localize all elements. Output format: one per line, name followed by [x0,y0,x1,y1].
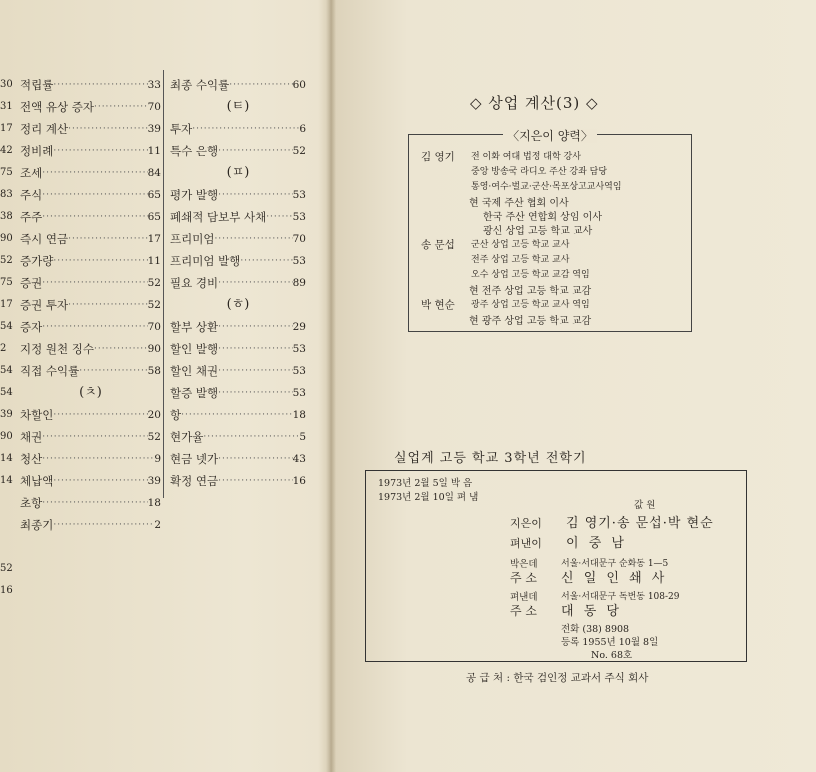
index-leader-dots [229,74,292,96]
author-name: 송 문섭 [421,239,455,251]
margin-number: 17 [0,299,13,310]
index-entry [170,404,306,426]
index-page-number: 43 [292,453,306,465]
margin-number: 17 [0,123,13,134]
index-page-number: 18 [147,497,161,509]
index-leader-dots [240,250,292,272]
index-leader-dots [42,426,147,448]
index-page-number: 2 [154,519,161,531]
publishing-house-address: 서울·서대문구 독번동 108-29 [561,592,680,602]
index-leader-dots [42,492,147,514]
index-entry [20,118,161,140]
publisher-label: 펴낸이 [510,537,542,550]
index-leader-dots [53,140,147,162]
index-leader-dots [79,360,147,382]
index-page-number: 84 [147,167,161,179]
index-leader-dots [218,338,293,360]
index-term: 즉시 연금 [20,232,69,246]
printer-label: 박은데 [510,559,538,570]
index-leader-dots [42,316,147,338]
index-page-number: 58 [147,365,161,377]
index-leader-dots [53,514,154,536]
index-entry [170,316,306,338]
publishing-house-label: 펴낸데 [510,592,538,603]
index-page-number: 52 [292,145,306,157]
index-leader-dots [266,206,292,228]
index-leader-dots [181,404,293,426]
index-page-number: 9 [154,453,161,465]
margin-number: 54 [0,387,13,398]
index-term: 할인 채권 [170,364,219,378]
index-leader-dots [42,162,147,184]
index-leader-dots [218,382,293,404]
index-leader-dots [53,74,147,96]
index-leader-dots [53,404,147,426]
index-leader-dots [218,316,293,338]
index-section-header: (ㅌ) [226,99,250,114]
index-entry [20,74,161,96]
margin-number: 54 [0,321,13,332]
index-page-number: 53 [292,343,306,355]
index-page-number: 11 [147,145,161,157]
author-label: 지은이 [510,517,542,530]
index-page-number: 65 [147,211,161,223]
index-entry [170,118,306,140]
index-entry [170,448,306,470]
index-term: 증가량 [20,254,54,268]
index-entry [170,470,306,492]
column-divider [163,70,164,498]
margin-number: 38 [0,211,13,222]
index-leader-dots [218,360,293,382]
index-term: 초항 [20,496,43,510]
index-term: 최종기 [20,518,54,532]
index-section-header: (ㅊ) [79,385,102,400]
author-career-line: 전주 상업 고등 학교 교사 [471,255,570,265]
authors-header: 〈지은이 양력〉 [503,129,597,143]
index-leader-dots [94,338,148,360]
index-entry [170,382,306,404]
index-page-number: 52 [147,277,161,289]
index-entry [20,206,161,228]
index-page-number: 20 [147,409,161,421]
book-gutter [326,0,336,772]
index-entry [170,426,306,448]
index-entry [170,206,306,228]
registration-number: No. 68호 [591,650,633,661]
index-leader-dots [53,470,147,492]
author-career-line: 전 이화 여대 법정 대학 강사 [471,152,581,162]
index-column-2 [170,74,306,492]
margin-number: 54 [0,365,13,376]
index-page-number: 11 [147,255,161,267]
margin-number: 90 [0,431,13,442]
index-page-number: 29 [292,321,306,333]
index-entry [20,404,161,426]
index-entry [170,184,306,206]
margin-number: 52 [0,563,13,574]
index-leader-dots [68,118,148,140]
index-leader-dots [218,272,293,294]
index-term: 정비례 [20,144,54,158]
index-term: 청산 [20,452,43,466]
index-leader-dots [94,96,148,118]
index-leader-dots [218,184,293,206]
index-page-number: 6 [299,123,306,135]
margin-number [0,536,16,558]
margin-number: 42 [0,145,13,156]
margin-number: 83 [0,189,13,200]
index-entry [20,514,161,536]
index-page-number: 18 [292,409,306,421]
index-term: 최종 수익률 [170,78,230,92]
index-term: 항 [170,408,182,422]
author-career-line: 광주 상업 고등 학교 교사 역임 [471,300,590,310]
index-entry [20,228,161,250]
printer-address: 서울·서대문구 순화동 1—5 [561,559,669,569]
index-entry [170,338,306,360]
index-leader-dots [42,184,147,206]
index-entry [20,448,161,470]
author-career-line: 현 국제 주산 협회 이사 [469,198,569,209]
index-leader-dots [42,206,147,228]
index-leader-dots [68,228,148,250]
course-line: 실업계 고등 학교 3학년 전학기 [394,451,587,466]
price: 값 원 [634,500,656,511]
index-term: 현가율 [170,430,204,444]
index-entry [20,96,161,118]
authors-box [408,129,692,332]
margin-number: 2 [0,343,7,354]
index-entry [170,140,306,162]
index-page-number: 52 [147,299,161,311]
index-page-number: 70 [292,233,306,245]
index-term: 채권 [20,430,43,444]
printer-label-2: 주 소 [510,571,537,585]
margin-number: 75 [0,277,13,288]
index-term: 주식 [20,188,43,202]
index-leader-dots [192,118,299,140]
margin-number: 14 [0,453,13,464]
index-term: 프리미엄 [170,232,215,246]
author-career-line: 현 광주 상업 고등 학교 교감 [469,316,592,327]
author-name: 박 현순 [421,299,455,311]
index-entry [170,272,306,294]
index-leader-dots [42,448,154,470]
index-term: 조세 [20,166,43,180]
index-page-number: 70 [147,101,161,113]
index-term: 증권 [20,276,43,290]
index-entry [170,360,306,382]
index-entry [20,162,161,184]
index-page-number: 53 [292,365,306,377]
margin-number: 14 [0,475,13,486]
author-name: 김 영기 [421,151,455,163]
index-term: 전액 유상 증자 [20,100,94,114]
index-entry [20,272,161,294]
index-leader-dots [203,426,299,448]
author-career-line: 광신 상업 고등 학교 교사 [483,226,593,237]
margin-number: 39 [0,409,13,420]
publish-date: 1973년 2월 10일 펴 냄 [378,492,479,503]
index-page-number: 89 [292,277,306,289]
margin-number: 30 [0,79,13,90]
index-page-number: 39 [147,475,161,487]
index-term: 할부 상환 [170,320,219,334]
author-career-line: 오수 상업 고등 학교 교감 역임 [471,270,590,280]
index-term: 투자 [170,122,193,136]
index-leader-dots [42,272,147,294]
index-entry [20,184,161,206]
margin-number: 90 [0,233,13,244]
index-term: 증자 [20,320,43,334]
index-entry [20,140,161,162]
index-term: 프리미엄 발행 [170,254,241,268]
print-date: 1973년 2월 5일 박 음 [378,478,473,489]
margin-number [0,492,16,514]
index-page-number: 90 [147,343,161,355]
author-career-line: 통영·여수·벌교·군산·목포상고교사역임 [471,182,622,192]
margin-page-numbers [0,74,16,602]
index-entry [170,74,306,96]
index-page-number: 53 [292,211,306,223]
margin-number: 52 [0,255,13,266]
registration: 등록 1955년 10월 8일 [561,637,659,648]
author-career-line: 군산 상업 고등 학교 교사 [471,240,570,250]
index-term: 체납액 [20,474,54,488]
margin-number [0,514,16,536]
index-term: 지정 원천 징수 [20,342,94,356]
index-leader-dots [214,228,292,250]
index-term: 정리 계산 [20,122,69,136]
index-entry [20,338,161,360]
index-term: 확정 연금 [170,474,219,488]
index-entry [20,250,161,272]
index-column-1 [20,74,161,536]
index-page-number: 65 [147,189,161,201]
index-page-number: 53 [292,255,306,267]
index-entry [20,316,161,338]
index-entry [20,294,161,316]
index-page-number: 53 [292,387,306,399]
author-career-line: 중앙 방송국 라디오 주산 강좌 담당 [471,167,608,177]
index-entry [20,492,161,514]
index-term: 차할인 [20,408,54,422]
author-career-line: 현 전주 상업 고등 학교 교감 [469,286,592,297]
index-section-header: (ㅍ) [226,165,250,180]
phone: 전화 (38) 8908 [561,624,630,635]
index-page-number: 70 [147,321,161,333]
index-leader-dots [218,448,293,470]
index-term: 할인 발행 [170,342,219,356]
index-leader-dots [218,140,293,162]
printer-name: 신 일 인 쇄 사 [561,571,668,586]
index-page-number: 17 [147,233,161,245]
index-term: 증권 투자 [20,298,69,312]
index-term: 특수 은행 [170,144,219,158]
index-leader-dots [53,250,147,272]
author-value: 김 영기·송 문섭·박 현순 [566,516,714,531]
index-term: 주주 [20,210,43,224]
supplier-line: 공 급 처 : 한국 검인정 교과서 주식 회사 [466,672,649,684]
index-leader-dots [68,294,148,316]
index-entry [20,426,161,448]
index-term: 평가 발행 [170,188,219,202]
imprint-box [365,470,747,662]
margin-number: 75 [0,167,13,178]
publishing-house-name: 대 동 당 [561,604,622,619]
index-page-number: 33 [147,79,161,91]
book-title: ◇ 상업 계산(3) ◇ [470,94,599,112]
index-term: 필요 경비 [170,276,219,290]
index-page-number: 60 [292,79,306,91]
author-career-line: 한국 주산 연합회 상임 이사 [483,212,602,223]
publisher-value: 이 중 남 [566,536,627,551]
index-term: 현금 넷가 [170,452,219,466]
index-page-number: 39 [147,123,161,135]
index-entry [20,360,161,382]
index-term: 할증 발행 [170,386,219,400]
index-entry [170,250,306,272]
index-page-number: 5 [299,431,306,443]
index-page-number: 53 [292,189,306,201]
index-section-header: (ㅎ) [226,297,250,312]
index-entry [20,470,161,492]
index-leader-dots [218,470,293,492]
index-page-number: 16 [292,475,306,487]
index-entry [170,228,306,250]
index-term: 직접 수익률 [20,364,80,378]
index-term: 적립률 [20,78,54,92]
index-page-number: 52 [147,431,161,443]
margin-number: 16 [0,585,13,596]
publishing-house-label-2: 주 소 [510,604,537,618]
index-term: 폐쇄적 담보부 사채 [170,210,267,224]
margin-number: 31 [0,101,13,112]
